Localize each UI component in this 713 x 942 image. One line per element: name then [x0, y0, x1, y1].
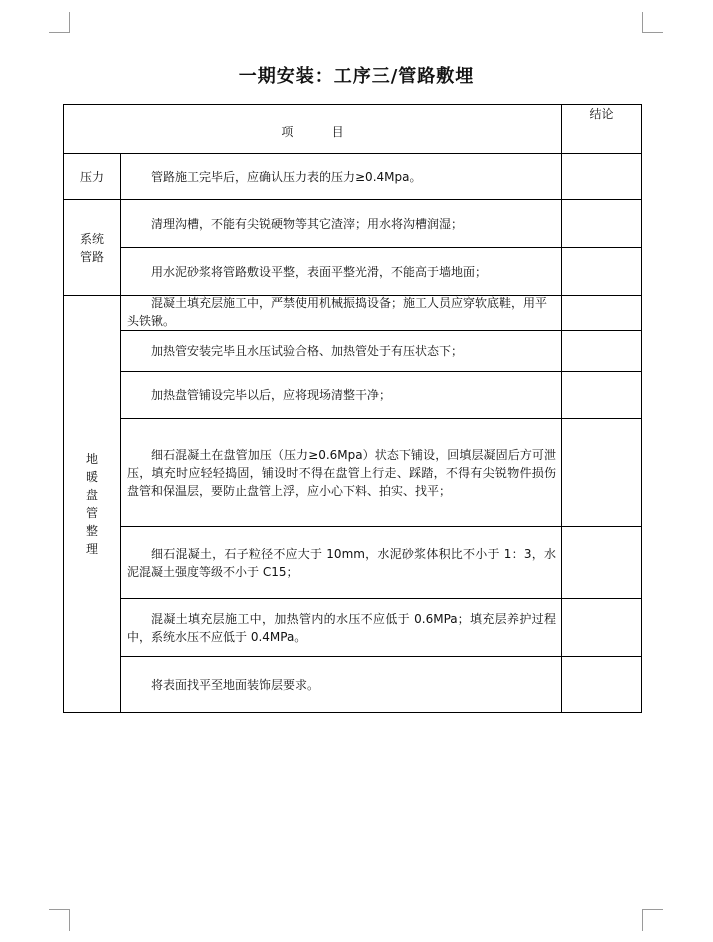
category-pressure: 压力 — [64, 154, 121, 200]
table-row — [64, 331, 642, 372]
item-text — [121, 154, 562, 200]
item-paragraph: 混凝土填充层施工中，加热管内的水压不应低于 0.6MPa；填充层养护过程中，系统水压不应低于 0.4MPa。 — [127, 611, 556, 644]
item-text — [121, 372, 562, 419]
crop-mark-top-left-v — [69, 12, 70, 33]
conclusion-cell[interactable] — [562, 296, 642, 331]
category-system-piping — [64, 200, 121, 296]
item-paragraph: 加热盘管铺设完毕以后，应将现场清整干净； — [151, 388, 392, 402]
header-conclusion: 结论 — [562, 105, 642, 154]
header-row — [64, 105, 642, 154]
crop-mark-top-right-h — [642, 32, 663, 33]
crop-mark-bottom-right-h — [642, 909, 663, 910]
item-paragraph: 清理沟槽，不能有尖锐硬物等其它渣滓；用水将沟槽润湿； — [151, 216, 464, 231]
table-row — [64, 419, 642, 527]
crop-mark-top-right-v — [642, 12, 643, 33]
item-text — [121, 419, 562, 527]
item-paragraph: 将表面找平至地面装饰层要求。 — [151, 677, 320, 692]
item-text — [121, 331, 562, 372]
table-row — [64, 200, 642, 248]
category-char: 整 — [85, 524, 98, 538]
table-row — [64, 527, 642, 599]
category-char: 地 — [85, 452, 98, 466]
page-title: 一期安装：工序三/管路敷埋 — [238, 66, 475, 87]
conclusion-cell[interactable] — [562, 200, 642, 248]
category-char: 暖 — [85, 470, 98, 484]
crop-mark-top-left-h — [49, 32, 70, 33]
table-row — [64, 248, 642, 296]
conclusion-cell[interactable] — [562, 599, 642, 657]
conclusion-cell[interactable] — [562, 657, 642, 713]
item-paragraph: 细石混凝土在盘管加压（压力≥0.6Mpa）状态下铺设，回填层凝固后方可泄压，填充时应轻轻捣固，铺设时不得在盘管上行走、踩踏，不得有尖锐物件损伤盘管和保温层，要防止盘管上浮，应小心下料、拍实、找平； — [127, 447, 556, 498]
item-text — [121, 248, 562, 296]
category-line: 系统 — [79, 231, 104, 246]
table-row — [64, 154, 642, 200]
table-row — [64, 657, 642, 713]
item-text — [121, 599, 562, 657]
category-char: 管 — [85, 506, 98, 520]
header-item-label: 项 目 — [281, 125, 344, 139]
category-char: 理 — [85, 542, 98, 556]
item-text — [121, 200, 562, 248]
header-item — [64, 105, 562, 154]
item-paragraph: 细石混凝土，石子粒径不应大于 10mm，水泥砂浆体积比不小于 1：3，水泥混凝土强度等级不小于 C15； — [127, 546, 556, 579]
crop-mark-bottom-left-h — [49, 909, 70, 910]
item-paragraph: 加热管安装完毕且水压试验合格、加热管处于有压状态下； — [151, 344, 464, 358]
item-text — [121, 657, 562, 713]
item-text — [121, 296, 562, 331]
item-paragraph: 管路施工完毕后，应确认压力表的压力≥0.4Mpa。 — [151, 169, 422, 184]
category-char: 盘 — [85, 488, 98, 502]
table-row — [64, 296, 642, 331]
category-floor-heating — [64, 296, 121, 713]
conclusion-cell[interactable] — [562, 419, 642, 527]
crop-mark-bottom-right-v — [642, 909, 643, 931]
table-row — [64, 372, 642, 419]
crop-mark-bottom-left-v — [69, 909, 70, 931]
conclusion-cell[interactable] — [562, 154, 642, 200]
item-paragraph: 混凝土填充层施工中，严禁使用机械振捣设备；施工人员应穿软底鞋，用平头铁锹。 — [127, 296, 548, 328]
conclusion-cell[interactable] — [562, 331, 642, 372]
item-paragraph: 用水泥砂浆将管路敷设平整，表面平整光滑，不能高于墙地面； — [151, 264, 488, 279]
conclusion-cell[interactable] — [562, 372, 642, 419]
category-line: 管路 — [79, 249, 104, 264]
conclusion-cell[interactable] — [562, 527, 642, 599]
inspection-table — [63, 104, 642, 713]
conclusion-cell[interactable] — [562, 248, 642, 296]
item-text — [121, 527, 562, 599]
table-row — [64, 599, 642, 657]
